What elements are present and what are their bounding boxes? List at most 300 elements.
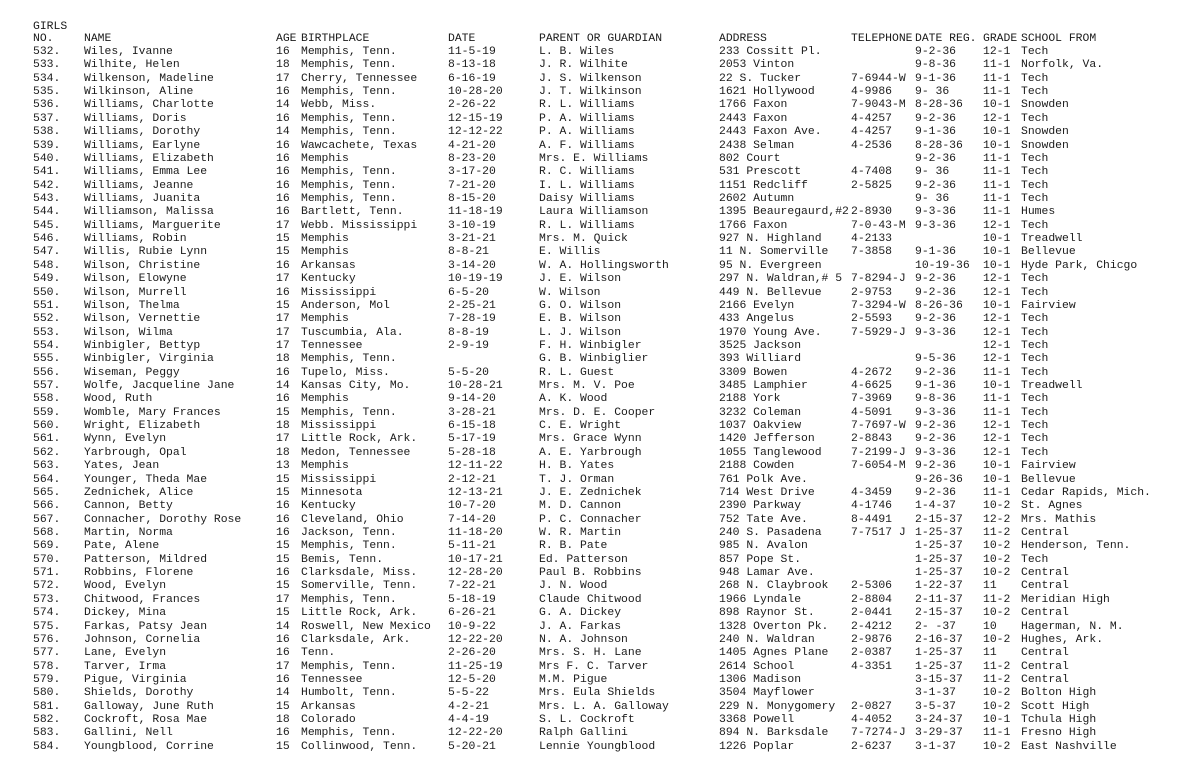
record-number: 543.: [33, 193, 61, 205]
age: 15: [276, 540, 290, 553]
school-from: Tech: [1021, 420, 1049, 433]
address: 22 S. Tucker: [719, 72, 802, 85]
address: 1151 Redcliff: [719, 179, 808, 192]
birth-date: 12-28-20: [448, 567, 503, 579]
parent-guardian: Mrs. S. H. Lane: [539, 647, 642, 660]
school-from: Norfolk, Va.: [1021, 59, 1104, 72]
date-registered: 2-15-37: [915, 607, 963, 620]
table-row: [0, 153, 1200, 166]
record-number: 560.: [33, 420, 61, 433]
parent-guardian: I. L. Williams: [539, 179, 635, 192]
school-from: Bolton High: [1021, 687, 1097, 700]
student-name: Gallini, Nell: [84, 727, 173, 740]
parent-guardian: L. B. Wiles: [539, 46, 615, 58]
student-name: Williams, Charlotte: [84, 99, 214, 112]
birthplace: Mississippi: [301, 420, 377, 433]
school-from: St. Agnes: [1021, 500, 1083, 513]
grade: 10-1: [983, 126, 1011, 139]
table-row: [0, 554, 1200, 567]
date-registered: 9-3-36: [915, 326, 957, 339]
school-from: Tech: [1021, 553, 1049, 566]
age: 15: [276, 607, 290, 620]
grade: 11-1: [983, 727, 1011, 740]
school-from: Tech: [1021, 86, 1049, 99]
address: 233 Cossitt Pl.: [719, 46, 822, 58]
student-name: Williams, Juanita: [84, 193, 201, 205]
student-name: Wiles, Ivanne: [84, 46, 173, 58]
address: 2188 Cowden: [719, 460, 795, 473]
school-from: Tech: [1021, 179, 1049, 192]
record-number: 562.: [33, 446, 61, 459]
age: 16: [276, 633, 290, 646]
date-registered: 9-5-36: [915, 353, 957, 366]
record-number: 565.: [33, 486, 61, 499]
grade: 11-1: [983, 406, 1011, 419]
table-row: [0, 260, 1200, 273]
grade: 10-1: [983, 299, 1011, 312]
birth-date: 6-26-21: [448, 607, 496, 620]
birth-date: 11-18-20: [448, 527, 503, 539]
table-row: [0, 661, 1200, 674]
record-number: 578.: [33, 660, 61, 673]
school-from: Central: [1021, 607, 1069, 620]
date-registered: 10-19-36: [915, 259, 970, 272]
date-registered: 9-2-36: [915, 313, 957, 326]
date-registered: 9-2-36: [915, 286, 957, 299]
birthplace: Somerville, Tenn.: [301, 580, 418, 593]
parent-guardian: P. C. Connacher: [539, 513, 642, 526]
record-number: 561.: [33, 433, 61, 446]
record-number: 534.: [33, 72, 61, 85]
table-row: [0, 727, 1200, 740]
address: 297 N. Waldran,# 5: [719, 273, 843, 286]
grade: 10-2: [983, 687, 1011, 700]
telephone: 7-3969: [851, 393, 893, 406]
grade: 10-1: [983, 473, 1011, 486]
student-name: Martin, Norma: [84, 527, 173, 539]
record-number: 550.: [33, 286, 61, 299]
parent-guardian: W. R. Martin: [539, 527, 622, 539]
parent-guardian: P. A. Williams: [539, 126, 635, 139]
student-name: Wilson, Wilma: [84, 326, 173, 339]
telephone: 2-9753: [851, 286, 893, 299]
record-number: 555.: [33, 353, 61, 366]
parent-guardian: Mrs F. C. Tarver: [539, 660, 649, 673]
birthplace: Memphis, Tenn.: [301, 540, 397, 553]
telephone: 4-7408: [851, 166, 893, 179]
birthplace: Memphis, Tenn.: [301, 86, 397, 99]
birthplace: Memphis, Tenn.: [301, 727, 397, 740]
birthplace: Memphis, Tenn.: [301, 166, 397, 179]
table-row: [0, 634, 1200, 647]
record-number: 574.: [33, 607, 61, 620]
age: 16: [276, 179, 290, 192]
grade: 10-2: [983, 633, 1011, 646]
record-number: 541.: [33, 166, 61, 179]
address: 449 N. Bellevue: [719, 286, 822, 299]
birth-date: 3-21-21: [448, 233, 496, 245]
school-from: Tech: [1021, 166, 1049, 179]
school-from: Scott High: [1021, 700, 1090, 713]
student-name: Wood, Ruth: [84, 393, 153, 406]
address: 3485 Lamphier: [719, 380, 808, 392]
address: 433 Angelus: [719, 313, 795, 326]
table-row: [0, 567, 1200, 580]
birth-date: 11-18-19: [448, 206, 503, 219]
table-row: [0, 514, 1200, 527]
address: 2443 Faxon: [719, 112, 788, 125]
student-name: Lane, Evelyn: [84, 647, 167, 660]
age: 15: [276, 486, 290, 499]
school-from: Tech: [1021, 339, 1049, 352]
record-number: 545.: [33, 219, 61, 232]
student-name: Yarbrough, Opal: [84, 446, 187, 459]
parent-guardian: Lennie Youngblood: [539, 740, 656, 753]
grade: 11-1: [983, 152, 1011, 165]
col-header-date: DATE: [448, 33, 476, 45]
birth-date: 6-5-20: [448, 286, 490, 299]
parent-guardian: F. H. Winbigler: [539, 339, 642, 352]
col-header-name: NAME: [84, 33, 112, 45]
parent-guardian: R. L. Williams: [539, 99, 635, 112]
student-name: Robbins, Florene: [84, 567, 194, 579]
col-header-school: SCHOOL FROM: [1021, 33, 1097, 45]
birthplace: Roswell, New Mexico: [301, 620, 431, 633]
record-number: 536.: [33, 99, 61, 112]
table-row: [0, 353, 1200, 366]
parent-guardian: Daisy Williams: [539, 193, 635, 205]
student-name: Dickey, Mina: [84, 607, 167, 620]
parent-guardian: Mrs. E. Williams: [539, 152, 649, 165]
school-from: Central: [1021, 567, 1069, 579]
birth-date: 9-14-20: [448, 393, 496, 406]
table-row: [0, 487, 1200, 500]
record-number: 567.: [33, 513, 61, 526]
date-registered: 1-25-37: [915, 567, 963, 579]
address: 268 N. Claybrook: [719, 580, 829, 593]
record-number: 548.: [33, 259, 61, 272]
record-number: 532.: [33, 46, 61, 58]
parent-guardian: E. B. Wilson: [539, 313, 622, 326]
school-from: East Nashville: [1021, 740, 1117, 753]
age: 15: [276, 553, 290, 566]
school-from: Tech: [1021, 406, 1049, 419]
grade: 12-1: [983, 112, 1011, 125]
table-row: [0, 367, 1200, 380]
age: 16: [276, 206, 290, 219]
record-number: 556.: [33, 366, 61, 379]
parent-guardian: P. A. Williams: [539, 112, 635, 125]
grade: 10-1: [983, 460, 1011, 473]
table-row: [0, 166, 1200, 179]
date-registered: 9-2-36: [915, 486, 957, 499]
address: 2443 Faxon Ave.: [719, 126, 822, 139]
grade: 11-2: [983, 527, 1011, 539]
date-registered: 1-25-37: [915, 647, 963, 660]
address: 531 Prescott: [719, 166, 802, 179]
school-from: Central: [1021, 660, 1069, 673]
birthplace: Little Rock, Ark.: [301, 433, 418, 446]
age: 18: [276, 353, 290, 366]
address: 2188 York: [719, 393, 781, 406]
date-registered: 9-26-36: [915, 473, 963, 486]
student-name: Johnson, Cornelia: [84, 633, 201, 646]
birth-date: 8-8-21: [448, 246, 490, 259]
school-from: Tech: [1021, 219, 1049, 232]
telephone: 2-6237: [851, 740, 893, 753]
table-row: [0, 99, 1200, 112]
col-header-address: ADDRESS: [719, 33, 767, 45]
grade: 12-1: [983, 339, 1011, 352]
student-name: Wood, Evelyn: [84, 580, 167, 593]
grade: 10-2: [983, 500, 1011, 513]
parent-guardian: J. E. Wilson: [539, 273, 622, 286]
date-registered: 2- -37: [915, 620, 957, 633]
birthplace: Arkansas: [301, 700, 356, 713]
grade: 11-1: [983, 166, 1011, 179]
table-row: [0, 474, 1200, 487]
table-row: [0, 313, 1200, 326]
record-number: 537.: [33, 112, 61, 125]
grade: 10-1: [983, 99, 1011, 112]
grade: 12-1: [983, 273, 1011, 286]
parent-guardian: Mrs. L. A. Galloway: [539, 700, 669, 713]
col-header-parent: PARENT OR GUARDIAN: [539, 33, 663, 45]
student-name: Wilson, Elowyne: [84, 273, 187, 286]
birthplace: Memphis: [301, 233, 349, 245]
date-registered: 8-26-36: [915, 299, 963, 312]
student-name: Wiseman, Peggy: [84, 366, 180, 379]
school-from: Tech: [1021, 446, 1049, 459]
table-row: [0, 407, 1200, 420]
birthplace: Kentucky: [301, 273, 356, 286]
date-registered: 9- 36: [915, 193, 950, 205]
table-row: [0, 180, 1200, 193]
date-registered: 2-16-37: [915, 633, 963, 646]
record-number: 577.: [33, 647, 61, 660]
record-number: 542.: [33, 179, 61, 192]
date-registered: 9-1-36: [915, 380, 957, 392]
date-registered: 3-1-37: [915, 740, 957, 753]
date-registered: 1-25-37: [915, 527, 963, 539]
birth-date: 10-17-21: [448, 553, 503, 566]
student-name: Zednichek, Alice: [84, 486, 194, 499]
address: 393 Williard: [719, 353, 802, 366]
table-row: [0, 327, 1200, 340]
date-registered: 1-25-37: [915, 553, 963, 566]
age: 16: [276, 727, 290, 740]
date-registered: 2-11-37: [915, 593, 963, 606]
date-registered: 8-28-36: [915, 99, 963, 112]
birthplace: Memphis, Tenn.: [301, 179, 397, 192]
school-from: Bellevue: [1021, 473, 1076, 486]
address: 2166 Evelyn: [719, 299, 795, 312]
student-name: Wilkinson, Aline: [84, 86, 194, 99]
age: 13: [276, 460, 290, 473]
student-name: Winbigler, Virginia: [84, 353, 214, 366]
table-row: [0, 246, 1200, 259]
col-header-grade: GRADE: [983, 33, 1018, 45]
telephone: 4-2536: [851, 139, 893, 152]
telephone: 7-7274-J: [851, 727, 906, 740]
age: 15: [276, 299, 290, 312]
table-row: [0, 500, 1200, 513]
record-number: 576.: [33, 633, 61, 646]
date-registered: 9-2-36: [915, 152, 957, 165]
birth-date: 12-13-21: [448, 486, 503, 499]
birth-date: 6-16-19: [448, 72, 496, 85]
grade: 12-1: [983, 353, 1011, 366]
school-from: Humes: [1021, 206, 1056, 219]
telephone: 2-0827: [851, 700, 893, 713]
school-from: Snowden: [1021, 139, 1069, 152]
birthplace: Memphis, Tenn.: [301, 193, 397, 205]
birth-date: 5-18-19: [448, 593, 496, 606]
birthplace: Tenn.: [301, 647, 336, 660]
birth-date: 7-22-21: [448, 580, 496, 593]
table-row: [0, 714, 1200, 727]
age: 17: [276, 433, 290, 446]
address: 3309 Bowen: [719, 366, 788, 379]
telephone: 4-5091: [851, 406, 893, 419]
birth-date: 10-19-19: [448, 273, 503, 286]
parent-guardian: L. J. Wilson: [539, 326, 622, 339]
school-from: Tech: [1021, 112, 1049, 125]
birth-date: 4-4-19: [448, 714, 490, 726]
school-from: Tech: [1021, 72, 1049, 85]
age: 15: [276, 233, 290, 245]
record-number: 559.: [33, 406, 61, 419]
birth-date: 12-5-20: [448, 673, 496, 686]
record-number: 570.: [33, 553, 61, 566]
telephone: 4-1746: [851, 500, 893, 513]
address: 1395 Beauregaurd,#2: [719, 206, 849, 219]
date-registered: 9-2-36: [915, 460, 957, 473]
record-number: 580.: [33, 687, 61, 700]
birth-date: 2-26-22: [448, 99, 496, 112]
student-name: Williams, Jeanne: [84, 179, 194, 192]
parent-guardian: M. D. Cannon: [539, 500, 622, 513]
address: 1306 Madison: [719, 673, 802, 686]
birthplace: Memphis: [301, 152, 349, 165]
record-number: 554.: [33, 339, 61, 352]
parent-guardian: C. E. Wright: [539, 420, 622, 433]
table-row: [0, 674, 1200, 687]
age: 16: [276, 286, 290, 299]
grade: 12-2: [983, 513, 1011, 526]
record-number: 573.: [33, 593, 61, 606]
birthplace: Webb, Miss.: [301, 99, 377, 112]
sheet-title: GIRLS: [33, 21, 68, 33]
birthplace: Memphis: [301, 246, 349, 259]
grade: 10-2: [983, 553, 1011, 566]
table-row: [0, 220, 1200, 233]
student-name: Youngblood, Corrine: [84, 740, 214, 753]
school-from: Henderson, Tenn.: [1021, 540, 1131, 553]
telephone: 7-3858: [851, 246, 893, 259]
record-number: 566.: [33, 500, 61, 513]
table-row: [0, 140, 1200, 153]
student-name: Williams, Emma Lee: [84, 166, 208, 179]
grade: 10-1: [983, 259, 1011, 272]
birth-date: 3-28-21: [448, 406, 496, 419]
telephone: 7-6054-M: [851, 460, 906, 473]
date-registered: 9-2-36: [915, 46, 957, 58]
birth-date: 5-5-22: [448, 687, 490, 700]
student-name: Patterson, Mildred: [84, 553, 208, 566]
age: 16: [276, 139, 290, 152]
age: 16: [276, 647, 290, 660]
birthplace: Kentucky: [301, 500, 356, 513]
birth-date: 6-15-18: [448, 420, 496, 433]
age: 18: [276, 714, 290, 726]
birthplace: Memphis, Tenn.: [301, 59, 397, 72]
student-name: Connacher, Dorothy Rose: [84, 513, 242, 526]
grade: 11-2: [983, 593, 1011, 606]
record-number: 564.: [33, 473, 61, 486]
address: 3232 Coleman: [719, 406, 802, 419]
school-from: Tech: [1021, 326, 1049, 339]
age: 17: [276, 313, 290, 326]
table-row: [0, 607, 1200, 620]
student-name: Willis, Rubie Lynn: [84, 246, 208, 259]
table-row: [0, 73, 1200, 86]
birthplace: Memphis, Tenn.: [301, 660, 397, 673]
table-row: [0, 447, 1200, 460]
age: 14: [276, 99, 290, 112]
parent-guardian: J. S. Wilkenson: [539, 72, 642, 85]
parent-guardian: Ed. Patterson: [539, 553, 628, 566]
birthplace: Mississippi: [301, 286, 377, 299]
parent-guardian: J. R. Wilhite: [539, 59, 628, 72]
telephone: 2-9876: [851, 633, 893, 646]
age: 17: [276, 660, 290, 673]
birthplace: Minnesota: [301, 486, 363, 499]
address: 2390 Parkway: [719, 500, 802, 513]
address: 802 Court: [719, 152, 781, 165]
telephone: 2-8843: [851, 433, 893, 446]
telephone: 8-4491: [851, 513, 893, 526]
table-row: [0, 621, 1200, 634]
student-name: Wilkenson, Madeline: [84, 72, 214, 85]
age: 18: [276, 59, 290, 72]
date-registered: 1-4-37: [915, 500, 957, 513]
telephone: 2-5306: [851, 580, 893, 593]
birthplace: Colorado: [301, 714, 356, 726]
telephone: 2-5593: [851, 313, 893, 326]
date-registered: 3-29-37: [915, 727, 963, 740]
school-from: Tech: [1021, 366, 1049, 379]
age: 17: [276, 273, 290, 286]
age: 17: [276, 326, 290, 339]
table-row: [0, 433, 1200, 446]
birthplace: Wawcachete, Texas: [301, 139, 418, 152]
date-registered: 3-24-37: [915, 714, 963, 726]
address: 229 N. Monygomery: [719, 700, 836, 713]
date-registered: 1-22-37: [915, 580, 963, 593]
record-number: 533.: [33, 59, 61, 72]
address: 11 N. Somerville: [719, 246, 829, 259]
birth-date: 5-5-20: [448, 366, 490, 379]
birth-date: 7-14-20: [448, 513, 496, 526]
school-from: Central: [1021, 580, 1069, 593]
birthplace: Clarksdale, Ark.: [301, 633, 411, 646]
address: 927 N. Highland: [719, 233, 822, 245]
record-number: 539.: [33, 139, 61, 152]
birth-date: 8-23-20: [448, 152, 496, 165]
address: 1621 Hollywood: [719, 86, 815, 99]
table-row: [0, 420, 1200, 433]
